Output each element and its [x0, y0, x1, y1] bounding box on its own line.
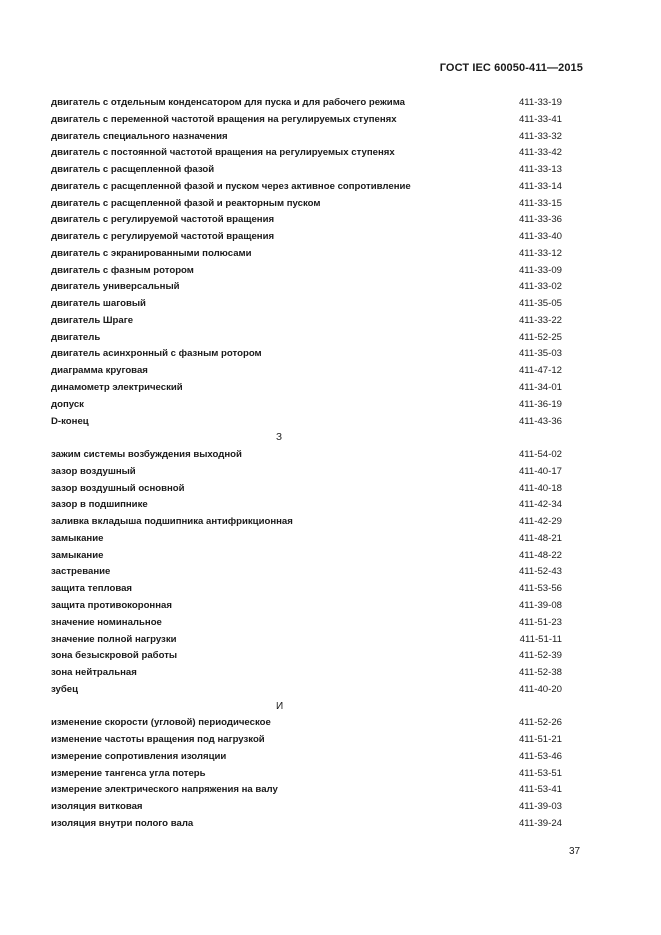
entry-code: 411-40-17 — [518, 465, 562, 477]
entry-term: зона нейтральная — [51, 667, 137, 679]
index-entry — [51, 549, 562, 566]
entry-term: измерение тангенса угла потерь — [51, 767, 206, 779]
index-entry — [51, 733, 562, 750]
entry-code: 411-40-18 — [518, 482, 562, 494]
index-entry — [51, 767, 562, 784]
entry-term: значение номинальное — [51, 616, 162, 628]
section-letter: И — [276, 700, 284, 712]
index-entry — [51, 565, 562, 582]
entry-code: 411-33-19 — [518, 97, 562, 108]
index-entry — [51, 96, 562, 113]
entry-term: двигатель Шраге — [51, 314, 134, 326]
entry-code: 411-48-21 — [518, 532, 562, 544]
index-entry — [51, 331, 562, 348]
entry-term: двигатель с регулируемой частотой вращения — [51, 214, 275, 226]
entry-term: двигатель с постоянной частотой вращения на регулируемых ступенях — [51, 147, 395, 159]
index-entry — [51, 515, 562, 532]
entry-term: измерение сопротивления изоляции — [51, 750, 227, 762]
entry-code: 411-42-29 — [518, 516, 562, 528]
term-index-list — [51, 96, 562, 834]
index-entry — [51, 347, 562, 364]
entry-code: 411-34-01 — [518, 382, 562, 394]
index-entry — [51, 247, 562, 264]
entry-code: 411-33-22 — [518, 314, 562, 326]
entry-term: двигатель с расщепленной фазой и реакторным пуском — [51, 197, 321, 209]
entry-code: 411-52-43 — [518, 566, 562, 578]
entry-term: зазор воздушный основной — [51, 482, 185, 494]
index-entry — [51, 113, 562, 130]
index-entry — [51, 532, 562, 549]
index-entry — [51, 666, 562, 683]
entry-code: 411-43-36 — [518, 415, 562, 427]
index-entry — [51, 314, 562, 331]
index-entry — [51, 817, 562, 834]
entry-code: 411-40-20 — [518, 683, 562, 695]
entry-code: 411-36-19 — [518, 398, 562, 410]
index-entry — [51, 180, 562, 197]
entry-term: D-конец — [51, 415, 89, 427]
index-entry — [51, 783, 562, 800]
entry-code: 411-39-08 — [518, 599, 562, 611]
entry-code: 411-33-36 — [518, 214, 562, 226]
document-header: ГОСТ IEC 60050-411—2015 — [439, 62, 583, 74]
page-number: 37 — [569, 846, 581, 857]
index-entry — [51, 616, 562, 633]
index-entry — [51, 163, 562, 180]
entry-term: допуск — [51, 398, 84, 410]
entry-term: изменение частоты вращения под нагрузкой — [51, 734, 265, 746]
entry-term: значение полной нагрузки — [51, 633, 177, 645]
entry-code: 411-54-02 — [518, 449, 562, 461]
entry-code: 411-53-41 — [518, 784, 562, 796]
entry-term: двигатель универсальный — [51, 281, 180, 293]
entry-code: 411-53-56 — [518, 583, 562, 595]
entry-code: 411-33-41 — [518, 113, 562, 125]
entry-term: динамометр электрический — [51, 382, 183, 394]
entry-term: двигатель шаговый — [51, 298, 146, 310]
entry-term: застревание — [51, 566, 111, 578]
entry-code: 411-33-12 — [518, 247, 562, 259]
entry-term: изоляция внутри полого вала — [51, 817, 194, 829]
entry-code: 411-33-15 — [518, 197, 562, 209]
index-entry — [51, 716, 562, 733]
entry-code: 411-33-42 — [518, 147, 562, 159]
index-entry — [51, 264, 562, 281]
index-entry — [51, 146, 562, 163]
entry-code: 411-42-34 — [518, 499, 562, 511]
entry-code: 411-35-03 — [518, 348, 562, 360]
section-letter-heading — [51, 431, 562, 448]
entry-code: 411-33-32 — [518, 130, 562, 142]
entry-term: двигатель с фазным ротором — [51, 264, 194, 276]
entry-term: зубец — [51, 683, 79, 695]
entry-code: 411-33-14 — [518, 180, 562, 192]
entry-term: двигатель с экранированными полюсами — [51, 247, 252, 259]
entry-code: 411-51-23 — [518, 616, 562, 628]
entry-code: 411-35-05 — [518, 298, 562, 310]
entry-code: 411-52-26 — [518, 717, 562, 729]
entry-code: 411-51-21 — [518, 734, 562, 746]
index-entry — [51, 465, 562, 482]
entry-code: 411-52-39 — [518, 650, 562, 662]
index-entry — [51, 633, 562, 650]
index-entry — [51, 398, 562, 415]
entry-term: двигатель с отдельным конденсатором для пуска и для рабочего режима — [51, 97, 406, 108]
entry-code: 411-53-51 — [518, 767, 562, 779]
entry-term: заливка вкладыша подшипника антифрикционная — [51, 516, 293, 528]
entry-code: 411-47-12 — [518, 365, 562, 377]
entry-term: двигатель асинхронный с фазным ротором — [51, 348, 262, 360]
entry-code: 411-33-02 — [518, 281, 562, 293]
entry-term: изменение скорости (угловой) периодическое — [51, 717, 271, 729]
entry-term: диаграмма круговая — [51, 365, 148, 377]
entry-term: зажим системы возбуждения выходной — [51, 449, 242, 461]
entry-code: 411-33-13 — [518, 164, 562, 176]
entry-term: двигатель с расщепленной фазой и пуском через активное сопротивление — [51, 180, 411, 192]
index-entry — [51, 415, 562, 432]
entry-term: измерение электрического напряжения на валу — [51, 784, 278, 796]
index-entry — [51, 230, 562, 247]
entry-term: замыкание — [51, 549, 104, 561]
entry-code: 411-33-40 — [518, 231, 562, 243]
section-letter-heading — [51, 700, 562, 717]
entry-code: 411-33-09 — [518, 264, 562, 276]
entry-term: двигатель с переменной частотой вращения на регулируемых ступенях — [51, 113, 397, 125]
entry-code: 411-39-03 — [518, 801, 562, 813]
entry-term: зазор в подшипнике — [51, 499, 148, 511]
index-entry — [51, 197, 562, 214]
entry-term: замыкание — [51, 532, 104, 544]
entry-code: 411-52-38 — [518, 667, 562, 679]
entry-term: двигатель с расщепленной фазой — [51, 164, 215, 176]
index-entry — [51, 280, 562, 297]
index-entry — [51, 683, 562, 700]
index-entry — [51, 448, 562, 465]
index-entry — [51, 381, 562, 398]
index-entry — [51, 582, 562, 599]
index-entry — [51, 482, 562, 499]
entry-term: изоляция витковая — [51, 801, 143, 813]
index-entry — [51, 213, 562, 230]
entry-code: 411-52-25 — [518, 331, 562, 343]
index-entry — [51, 130, 562, 147]
entry-term: зазор воздушный — [51, 465, 136, 477]
index-entry — [51, 649, 562, 666]
entry-term: двигатель специального назначения — [51, 130, 228, 142]
index-entry — [51, 750, 562, 767]
index-entry — [51, 297, 562, 314]
entry-term: двигатель — [51, 331, 101, 343]
entry-term: защита тепловая — [51, 583, 133, 595]
entry-code: 411-53-46 — [518, 750, 562, 762]
index-entry — [51, 800, 562, 817]
entry-term: защита противокоронная — [51, 599, 172, 611]
entry-term: двигатель с регулируемой частотой вращения — [51, 231, 275, 243]
entry-code: 411-48-22 — [518, 549, 562, 561]
entry-term: зона безыскровой работы — [51, 650, 178, 662]
index-entry — [51, 364, 562, 381]
index-entry — [51, 498, 562, 515]
entry-code: 411-39-24 — [518, 817, 562, 829]
section-letter: З — [276, 432, 283, 444]
entry-code: 411-51-11 — [519, 633, 562, 645]
index-entry — [51, 599, 562, 616]
